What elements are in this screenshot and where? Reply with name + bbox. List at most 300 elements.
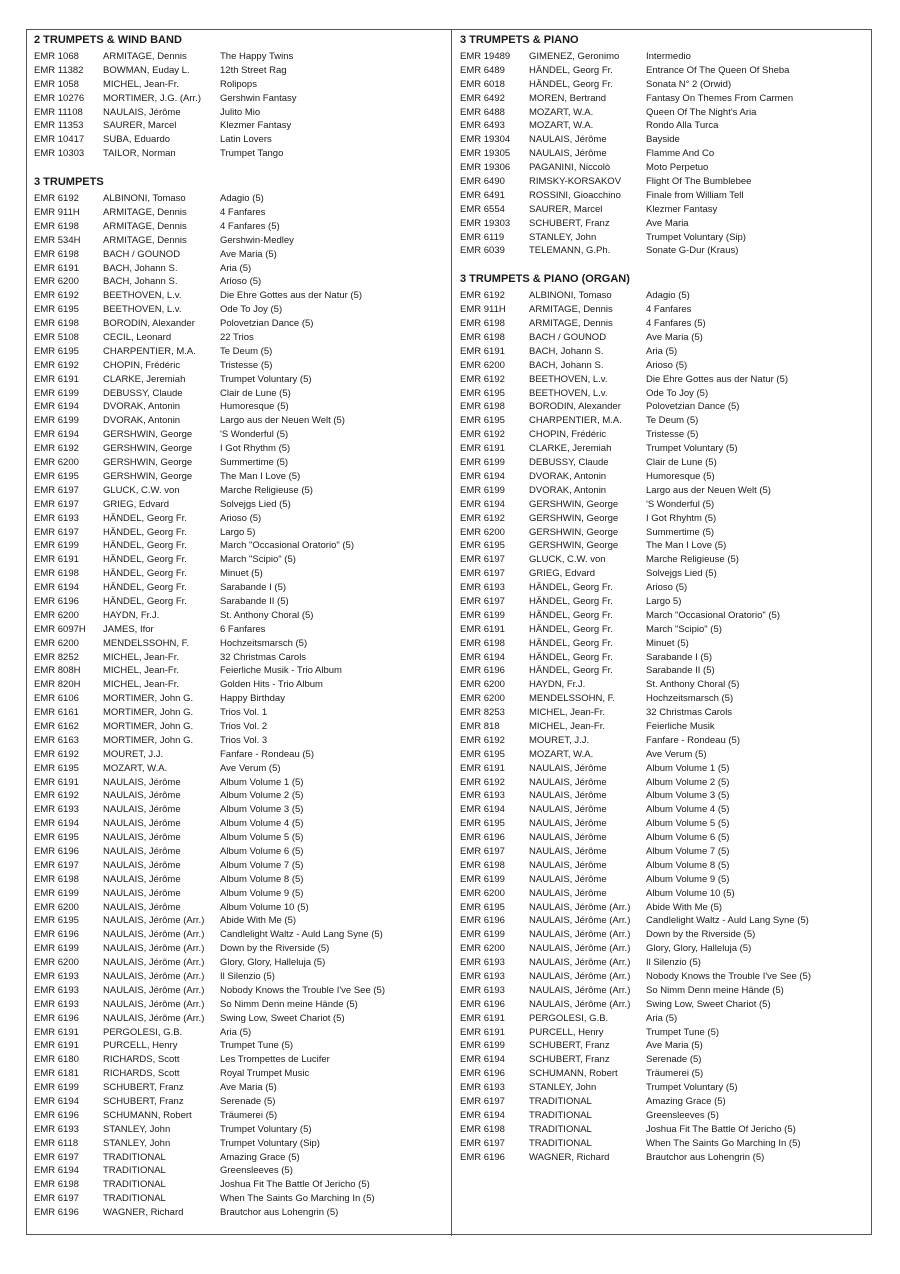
work-title: March "Scipio" (5) bbox=[220, 554, 296, 566]
work-title: Fanfare - Rondeau (5) bbox=[220, 748, 314, 760]
catalog-row bbox=[460, 373, 870, 387]
work-title: Album Volume 9 (5) bbox=[220, 887, 304, 899]
catalog-number: EMR 6198 bbox=[460, 332, 505, 344]
composer-name: NAULAIS, Jérôme bbox=[529, 134, 607, 146]
catalog-number: EMR 6196 bbox=[460, 915, 505, 927]
catalog-number: EMR 19305 bbox=[460, 148, 511, 160]
catalog-row bbox=[460, 244, 870, 258]
composer-name: BACH, Johann S. bbox=[103, 276, 178, 288]
catalog-row bbox=[34, 119, 448, 133]
composer-name: NAULAIS, Jérôme bbox=[529, 762, 607, 774]
composer-name: GLUCK, C.W. von bbox=[103, 484, 180, 496]
catalog-number: EMR 6194 bbox=[34, 401, 79, 413]
catalog-number: EMR 10417 bbox=[34, 134, 85, 146]
catalog-number: EMR 6192 bbox=[34, 790, 79, 802]
composer-name: HÄNDEL, Georg Fr. bbox=[529, 582, 613, 594]
catalog-row bbox=[460, 1081, 870, 1095]
work-title: Aria (5) bbox=[220, 1026, 252, 1038]
work-title: Trios Vol. 3 bbox=[220, 734, 268, 746]
catalog-row bbox=[34, 623, 448, 637]
work-title: Joshua Fit The Battle Of Jericho (5) bbox=[646, 1123, 796, 1135]
catalog-number: EMR 6489 bbox=[460, 64, 505, 76]
work-title: Royal Trumpet Music bbox=[220, 1068, 310, 1080]
catalog-row bbox=[34, 1039, 448, 1053]
catalog-row bbox=[34, 859, 448, 873]
catalog-row bbox=[34, 498, 448, 512]
work-title: Julito Mio bbox=[220, 106, 261, 118]
catalog-row bbox=[34, 1192, 448, 1206]
catalog-row bbox=[34, 831, 448, 845]
composer-name: MICHEL, Jean-Fr. bbox=[529, 720, 606, 732]
section-title: 2 TRUMPETS & WIND BAND bbox=[34, 34, 182, 46]
composer-name: GERSHWIN, George bbox=[529, 540, 619, 552]
work-title: Album Volume 9 (5) bbox=[646, 873, 730, 885]
catalog-row bbox=[460, 1039, 870, 1053]
work-title: 22 Trios bbox=[220, 332, 254, 344]
catalog-row bbox=[460, 106, 870, 120]
catalog-row bbox=[34, 637, 448, 651]
catalog-row bbox=[34, 64, 448, 78]
catalog-number: EMR 6106 bbox=[34, 693, 79, 705]
work-title: Finale from William Tell bbox=[646, 189, 744, 201]
catalog-row bbox=[34, 106, 448, 120]
catalog-row bbox=[460, 692, 870, 706]
catalog-row bbox=[34, 220, 448, 234]
composer-name: SAURER, Marcel bbox=[103, 120, 177, 132]
catalog-row bbox=[34, 734, 448, 748]
composer-name: TRADITIONAL bbox=[529, 1137, 592, 1149]
composer-name: HÄNDEL, Georg Fr. bbox=[529, 651, 613, 663]
work-title: Marche Religieuse (5) bbox=[220, 484, 313, 496]
composer-name: NAULAIS, Jérôme (Arr.) bbox=[103, 984, 205, 996]
catalog-row bbox=[460, 845, 870, 859]
composer-name: NAULAIS, Jérôme (Arr.) bbox=[103, 1012, 205, 1024]
catalog-row bbox=[34, 998, 448, 1012]
composer-name: MICHEL, Jean-Fr. bbox=[103, 651, 180, 663]
composer-name: NAULAIS, Jérôme (Arr.) bbox=[529, 971, 631, 982]
catalog-row bbox=[34, 873, 448, 887]
catalog-number: EMR 6191 bbox=[34, 1040, 79, 1052]
catalog-row bbox=[460, 1026, 870, 1040]
catalog-row bbox=[34, 359, 448, 373]
catalog-row bbox=[34, 553, 448, 567]
composer-name: MORTIMER, J.G. (Arr.) bbox=[103, 92, 201, 104]
catalog-row bbox=[460, 50, 870, 64]
composer-name: BEETHOVEN, L.v. bbox=[103, 304, 182, 316]
composer-name: SCHUMANN, Robert bbox=[103, 1109, 192, 1121]
catalog-row bbox=[460, 609, 870, 623]
catalog-row bbox=[460, 484, 870, 498]
work-title: Il Silenzio (5) bbox=[220, 971, 275, 982]
work-title: 4 Fanfares (5) bbox=[220, 220, 280, 232]
work-title: Gershwin-Medley bbox=[220, 234, 294, 246]
work-title: Die Ehre Gottes aus der Natur (5) bbox=[220, 290, 363, 302]
composer-name: SCHUBERT, Franz bbox=[103, 1096, 184, 1108]
work-title: Amazing Grace (5) bbox=[220, 1151, 300, 1163]
composer-name: NAULAIS, Jérôme bbox=[529, 873, 607, 885]
catalog-row bbox=[34, 901, 448, 915]
catalog-row bbox=[34, 1164, 448, 1178]
work-title: Album Volume 8 (5) bbox=[220, 873, 304, 885]
catalog-row bbox=[34, 317, 448, 331]
catalog-number: EMR 6192 bbox=[34, 193, 79, 205]
work-title: Candlelight Waltz - Auld Lang Syne (5) bbox=[220, 929, 383, 941]
composer-name: HÄNDEL, Georg Fr. bbox=[103, 512, 187, 524]
catalog-row bbox=[34, 984, 448, 998]
work-title: Trumpet Voluntary (5) bbox=[220, 1123, 312, 1135]
catalog-number: EMR 19304 bbox=[460, 134, 511, 146]
catalog-number: EMR 6163 bbox=[34, 734, 79, 746]
composer-name: MOZART, W.A. bbox=[529, 106, 594, 118]
catalog-number: EMR 6554 bbox=[460, 203, 505, 215]
composer-name: GIMENEZ, Geronimo bbox=[529, 51, 620, 62]
catalog-row bbox=[460, 539, 870, 553]
composer-name: DVORAK, Antonin bbox=[103, 415, 181, 427]
catalog-number: EMR 6191 bbox=[34, 1026, 79, 1038]
catalog-row bbox=[460, 317, 870, 331]
catalog-row bbox=[460, 942, 870, 956]
catalog-number: EMR 6200 bbox=[34, 457, 79, 469]
composer-name: NAULAIS, Jérôme (Arr.) bbox=[529, 929, 631, 941]
catalog-number: EMR 6493 bbox=[460, 120, 505, 132]
catalog-row bbox=[460, 734, 870, 748]
work-title: Hochzeitsmarsch (5) bbox=[220, 637, 308, 649]
catalog-number: EMR 6119 bbox=[460, 231, 505, 243]
work-title: Happy Birthday bbox=[220, 693, 285, 705]
catalog-number: EMR 6192 bbox=[34, 443, 79, 455]
catalog-row bbox=[460, 92, 870, 106]
catalog-row bbox=[34, 78, 448, 92]
catalog-number: EMR 19489 bbox=[460, 51, 511, 62]
composer-name: CHOPIN, Frédéric bbox=[529, 429, 607, 441]
composer-name: MICHEL, Jean-Fr. bbox=[103, 679, 180, 691]
composer-name: BEETHOVEN, L.v. bbox=[103, 290, 182, 302]
work-title: Adagio (5) bbox=[220, 193, 264, 205]
catalog-row bbox=[460, 1053, 870, 1067]
catalog-number: EMR 6193 bbox=[34, 1123, 79, 1135]
catalog-row bbox=[460, 217, 870, 231]
catalog-number: EMR 6193 bbox=[460, 971, 505, 982]
catalog-number: EMR 534H bbox=[34, 234, 81, 246]
composer-name: DEBUSSY, Claude bbox=[529, 457, 609, 469]
catalog-number: EMR 6191 bbox=[460, 1012, 505, 1024]
work-title: Brautchor aus Lohengrin (5) bbox=[220, 1207, 339, 1219]
catalog-number: EMR 6199 bbox=[460, 457, 505, 469]
catalog-number: EMR 6195 bbox=[460, 748, 505, 760]
work-title: Serenade (5) bbox=[220, 1096, 276, 1108]
work-title: Serenade (5) bbox=[646, 1054, 702, 1066]
work-title: I Got Rhyhtm (5) bbox=[646, 512, 717, 524]
work-title: Aria (5) bbox=[646, 345, 678, 357]
catalog-number: EMR 6196 bbox=[460, 1068, 505, 1080]
composer-name: GRIEG, Edvard bbox=[103, 498, 169, 510]
composer-name: HAYDN, Fr.J. bbox=[529, 679, 586, 691]
work-title: 'S Wonderful (5) bbox=[220, 429, 289, 441]
catalog-number: EMR 6196 bbox=[460, 998, 505, 1010]
work-title: Humoresque (5) bbox=[220, 401, 289, 413]
catalog-number: EMR 6191 bbox=[460, 762, 505, 774]
work-title: Glory, Glory, Halleluja (5) bbox=[646, 943, 752, 955]
composer-name: TRADITIONAL bbox=[103, 1165, 166, 1177]
catalog-row bbox=[34, 147, 448, 161]
work-title: Queen Of The Night's Aria bbox=[646, 106, 757, 118]
work-title: Album Volume 2 (5) bbox=[220, 790, 304, 802]
catalog-number: EMR 6191 bbox=[460, 443, 505, 455]
catalog-number: EMR 6118 bbox=[34, 1137, 79, 1149]
work-title: Arioso (5) bbox=[220, 276, 262, 288]
composer-name: PERGOLESI, G.B. bbox=[103, 1026, 183, 1038]
catalog-row bbox=[34, 664, 448, 678]
catalog-row bbox=[34, 289, 448, 303]
catalog-row bbox=[34, 1012, 448, 1026]
composer-name: NAULAIS, Jérôme bbox=[103, 859, 181, 871]
work-title: Sarabande II (5) bbox=[220, 595, 289, 607]
work-title: Album Volume 5 (5) bbox=[220, 832, 304, 844]
work-title: Hochzeitsmarsch (5) bbox=[646, 693, 734, 705]
catalog-number: EMR 6199 bbox=[34, 1082, 79, 1094]
catalog-number: EMR 6162 bbox=[34, 720, 79, 732]
catalog-number: EMR 5108 bbox=[34, 332, 79, 344]
work-title: Trumpet Tune (5) bbox=[220, 1040, 294, 1052]
catalog-row bbox=[34, 1178, 448, 1192]
catalog-row bbox=[34, 942, 448, 956]
catalog-row bbox=[460, 64, 870, 78]
catalog-row bbox=[460, 998, 870, 1012]
composer-name: NAULAIS, Jérôme (Arr.) bbox=[103, 915, 205, 927]
work-title: Album Volume 5 (5) bbox=[646, 818, 730, 830]
catalog-row bbox=[460, 803, 870, 817]
catalog-number: EMR 6200 bbox=[34, 901, 79, 913]
work-title: Album Volume 10 (5) bbox=[646, 887, 735, 899]
catalog-number: EMR 6197 bbox=[460, 1137, 505, 1149]
catalog-row bbox=[34, 692, 448, 706]
work-title: Tristesse (5) bbox=[220, 359, 273, 371]
catalog-number: EMR 6193 bbox=[460, 582, 505, 594]
composer-name: NAULAIS, Jérôme bbox=[529, 776, 607, 788]
composer-name: HÄNDEL, Georg Fr. bbox=[529, 64, 613, 76]
catalog-row bbox=[34, 133, 448, 147]
composer-name: TAILOR, Norman bbox=[103, 148, 176, 160]
composer-name: ARMITAGE, Dennis bbox=[103, 51, 187, 62]
catalog-number: EMR 11353 bbox=[34, 120, 84, 132]
composer-name: BEETHOVEN, L.v. bbox=[529, 373, 608, 385]
catalog-section bbox=[460, 34, 870, 258]
work-title: Trios Vol. 1 bbox=[220, 707, 268, 719]
catalog-row bbox=[460, 581, 870, 595]
catalog-row bbox=[34, 581, 448, 595]
catalog-row bbox=[460, 720, 870, 734]
composer-name: BACH, Johann S. bbox=[529, 359, 604, 371]
work-title: Greensleeves (5) bbox=[646, 1109, 719, 1121]
catalog-number: EMR 6194 bbox=[34, 1165, 79, 1177]
composer-name: MOZART, W.A. bbox=[529, 120, 594, 132]
composer-name: NAULAIS, Jérôme (Arr.) bbox=[529, 915, 631, 927]
work-title: Ave Maria (5) bbox=[646, 1040, 703, 1052]
catalog-number: EMR 6197 bbox=[34, 484, 79, 496]
composer-name: MORTIMER, John G. bbox=[103, 734, 194, 746]
composer-name: MICHEL, Jean-Fr. bbox=[103, 78, 180, 90]
composer-name: CHARPENTIER, M.A. bbox=[103, 345, 196, 357]
catalog-row bbox=[460, 175, 870, 189]
composer-name: GERSHWIN, George bbox=[103, 457, 193, 469]
catalog-row bbox=[34, 526, 448, 540]
work-title: Largo aus der Neuen Welt (5) bbox=[646, 484, 771, 496]
catalog-row bbox=[34, 512, 448, 526]
work-title: Minuet (5) bbox=[220, 568, 263, 580]
composer-name: NAULAIS, Jérôme bbox=[103, 873, 181, 885]
composer-name: PURCELL, Henry bbox=[103, 1040, 178, 1052]
composer-name: NAULAIS, Jérôme (Arr.) bbox=[103, 929, 205, 941]
catalog-row bbox=[460, 526, 870, 540]
work-title: Album Volume 6 (5) bbox=[646, 832, 730, 844]
composer-name: TELEMANN, G.Ph. bbox=[529, 245, 611, 257]
work-title: Feierliche Musik - Trio Album bbox=[220, 665, 342, 677]
composer-name: GERSHWIN, George bbox=[529, 498, 619, 510]
work-title: Te Deum (5) bbox=[220, 345, 273, 357]
catalog-row bbox=[460, 414, 870, 428]
composer-name: CLARKE, Jeremiah bbox=[103, 373, 186, 385]
catalog-number: EMR 6198 bbox=[34, 248, 79, 260]
catalog-number: EMR 6198 bbox=[460, 318, 505, 330]
work-title: Bayside bbox=[646, 134, 680, 146]
work-title: Album Volume 1 (5) bbox=[646, 762, 730, 774]
catalog-number: EMR 6192 bbox=[460, 512, 505, 524]
catalog-row bbox=[460, 1109, 870, 1123]
work-title: Sonata N° 2 (Orwid) bbox=[646, 78, 732, 90]
composer-name: ALBINONI, Tomaso bbox=[529, 290, 612, 302]
catalog-number: EMR 6097H bbox=[34, 623, 86, 635]
catalog-number: EMR 19306 bbox=[460, 162, 511, 174]
catalog-row bbox=[460, 289, 870, 303]
work-title: Solvejgs Lied (5) bbox=[220, 498, 291, 510]
catalog-number: EMR 1058 bbox=[34, 78, 79, 90]
catalog-number: EMR 6191 bbox=[34, 776, 79, 788]
work-title: Abide With Me (5) bbox=[646, 901, 723, 913]
composer-name: BACH, Johann S. bbox=[529, 345, 604, 357]
catalog-row bbox=[34, 803, 448, 817]
catalog-number: EMR 911H bbox=[34, 207, 80, 219]
work-title: Swing Low, Sweet Chariot (5) bbox=[220, 1012, 345, 1024]
composer-name: MORTIMER, John G. bbox=[103, 720, 194, 732]
composer-name: HÄNDEL, Georg Fr. bbox=[103, 554, 187, 566]
work-title: The Man I Love (5) bbox=[646, 540, 727, 552]
catalog-number: EMR 6193 bbox=[460, 984, 505, 996]
work-title: Album Volume 1 (5) bbox=[220, 776, 304, 788]
work-title: Marche Religieuse (5) bbox=[646, 554, 739, 566]
catalog-row bbox=[34, 914, 448, 928]
catalog-number: EMR 6192 bbox=[460, 373, 505, 385]
work-title: Moto Perpetuo bbox=[646, 162, 709, 174]
catalog-row bbox=[460, 637, 870, 651]
catalog-number: EMR 6197 bbox=[460, 1096, 505, 1108]
work-title: Greensleeves (5) bbox=[220, 1165, 293, 1177]
catalog-number: EMR 6199 bbox=[34, 540, 79, 552]
catalog-row bbox=[34, 484, 448, 498]
work-title: March "Occasional Oratorio" (5) bbox=[220, 540, 354, 552]
work-title: Album Volume 10 (5) bbox=[220, 901, 309, 913]
composer-name: HÄNDEL, Georg Fr. bbox=[529, 78, 613, 90]
catalog-row bbox=[460, 776, 870, 790]
work-title: Joshua Fit The Battle Of Jericho (5) bbox=[220, 1179, 370, 1191]
catalog-row bbox=[460, 817, 870, 831]
catalog-number: EMR 6195 bbox=[34, 762, 79, 774]
work-title: Largo aus der Neuen Welt (5) bbox=[220, 415, 345, 427]
catalog-number: EMR 1068 bbox=[34, 51, 79, 62]
catalog-number: EMR 6196 bbox=[34, 1012, 79, 1024]
work-title: Sonate G-Dur (Kraus) bbox=[646, 245, 739, 257]
work-title: 12th Street Rag bbox=[220, 64, 287, 76]
catalog-number: EMR 6198 bbox=[34, 568, 79, 580]
catalog-row bbox=[34, 817, 448, 831]
catalog-row bbox=[34, 345, 448, 359]
composer-name: TRADITIONAL bbox=[103, 1193, 166, 1205]
work-title: Flight Of The Bumblebee bbox=[646, 176, 752, 188]
work-title: Sarabande I (5) bbox=[646, 651, 713, 663]
composer-name: TRADITIONAL bbox=[529, 1123, 592, 1135]
catalog-row bbox=[460, 831, 870, 845]
catalog-row bbox=[34, 456, 448, 470]
work-title: Arioso (5) bbox=[646, 582, 688, 594]
composer-name: PERGOLESI, G.B. bbox=[529, 1012, 609, 1024]
work-title: Trumpet Voluntary (Sip) bbox=[646, 231, 746, 243]
composer-name: HÄNDEL, Georg Fr. bbox=[529, 595, 613, 607]
catalog-row bbox=[460, 147, 870, 161]
composer-name: TRADITIONAL bbox=[529, 1109, 592, 1121]
catalog-number: EMR 6195 bbox=[34, 470, 79, 482]
catalog-row bbox=[34, 1095, 448, 1109]
catalog-number: EMR 6200 bbox=[34, 637, 79, 649]
catalog-number: EMR 8252 bbox=[34, 651, 79, 663]
catalog-row bbox=[34, 470, 448, 484]
catalog-row bbox=[460, 664, 870, 678]
catalog-row bbox=[34, 970, 448, 984]
work-title: Largo 5) bbox=[646, 595, 682, 607]
work-title: Clair de Lune (5) bbox=[646, 457, 717, 469]
work-title: Ave Verum (5) bbox=[220, 762, 281, 774]
catalog-row bbox=[34, 1151, 448, 1165]
catalog-number: EMR 10276 bbox=[34, 92, 85, 104]
catalog-row bbox=[460, 887, 870, 901]
catalog-row bbox=[460, 928, 870, 942]
catalog-row bbox=[34, 845, 448, 859]
catalog-row bbox=[34, 400, 448, 414]
section-title: 3 TRUMPETS & PIANO bbox=[460, 34, 579, 46]
catalog-number: EMR 6193 bbox=[34, 984, 79, 996]
catalog-row bbox=[460, 567, 870, 581]
work-title: The Happy Twins bbox=[220, 51, 294, 62]
catalog-row bbox=[34, 1081, 448, 1095]
section-gap bbox=[34, 161, 448, 176]
catalog-number: EMR 6199 bbox=[460, 1040, 505, 1052]
composer-name: MORTIMER, John G. bbox=[103, 693, 194, 705]
work-title: The Man I Love (5) bbox=[220, 470, 301, 482]
catalog-number: EMR 6191 bbox=[460, 345, 505, 357]
work-title: Rolipops bbox=[220, 78, 257, 90]
work-title: 4 Fanfares bbox=[646, 304, 692, 316]
composer-name: NAULAIS, Jérôme (Arr.) bbox=[529, 943, 631, 955]
composer-name: PAGANINI, Niccolò bbox=[529, 162, 611, 174]
composer-name: NAULAIS, Jérôme bbox=[103, 804, 181, 816]
catalog-row bbox=[460, 623, 870, 637]
composer-name: GERSHWIN, George bbox=[529, 512, 619, 524]
catalog-row bbox=[34, 303, 448, 317]
composer-name: RIMSKY-KORSAKOV bbox=[529, 176, 622, 188]
catalog-section bbox=[34, 34, 448, 161]
catalog-number: EMR 6018 bbox=[460, 78, 505, 90]
composer-name: HÄNDEL, Georg Fr. bbox=[529, 609, 613, 621]
catalog-number: EMR 6039 bbox=[460, 245, 505, 257]
composer-name: GERSHWIN, George bbox=[529, 526, 619, 538]
